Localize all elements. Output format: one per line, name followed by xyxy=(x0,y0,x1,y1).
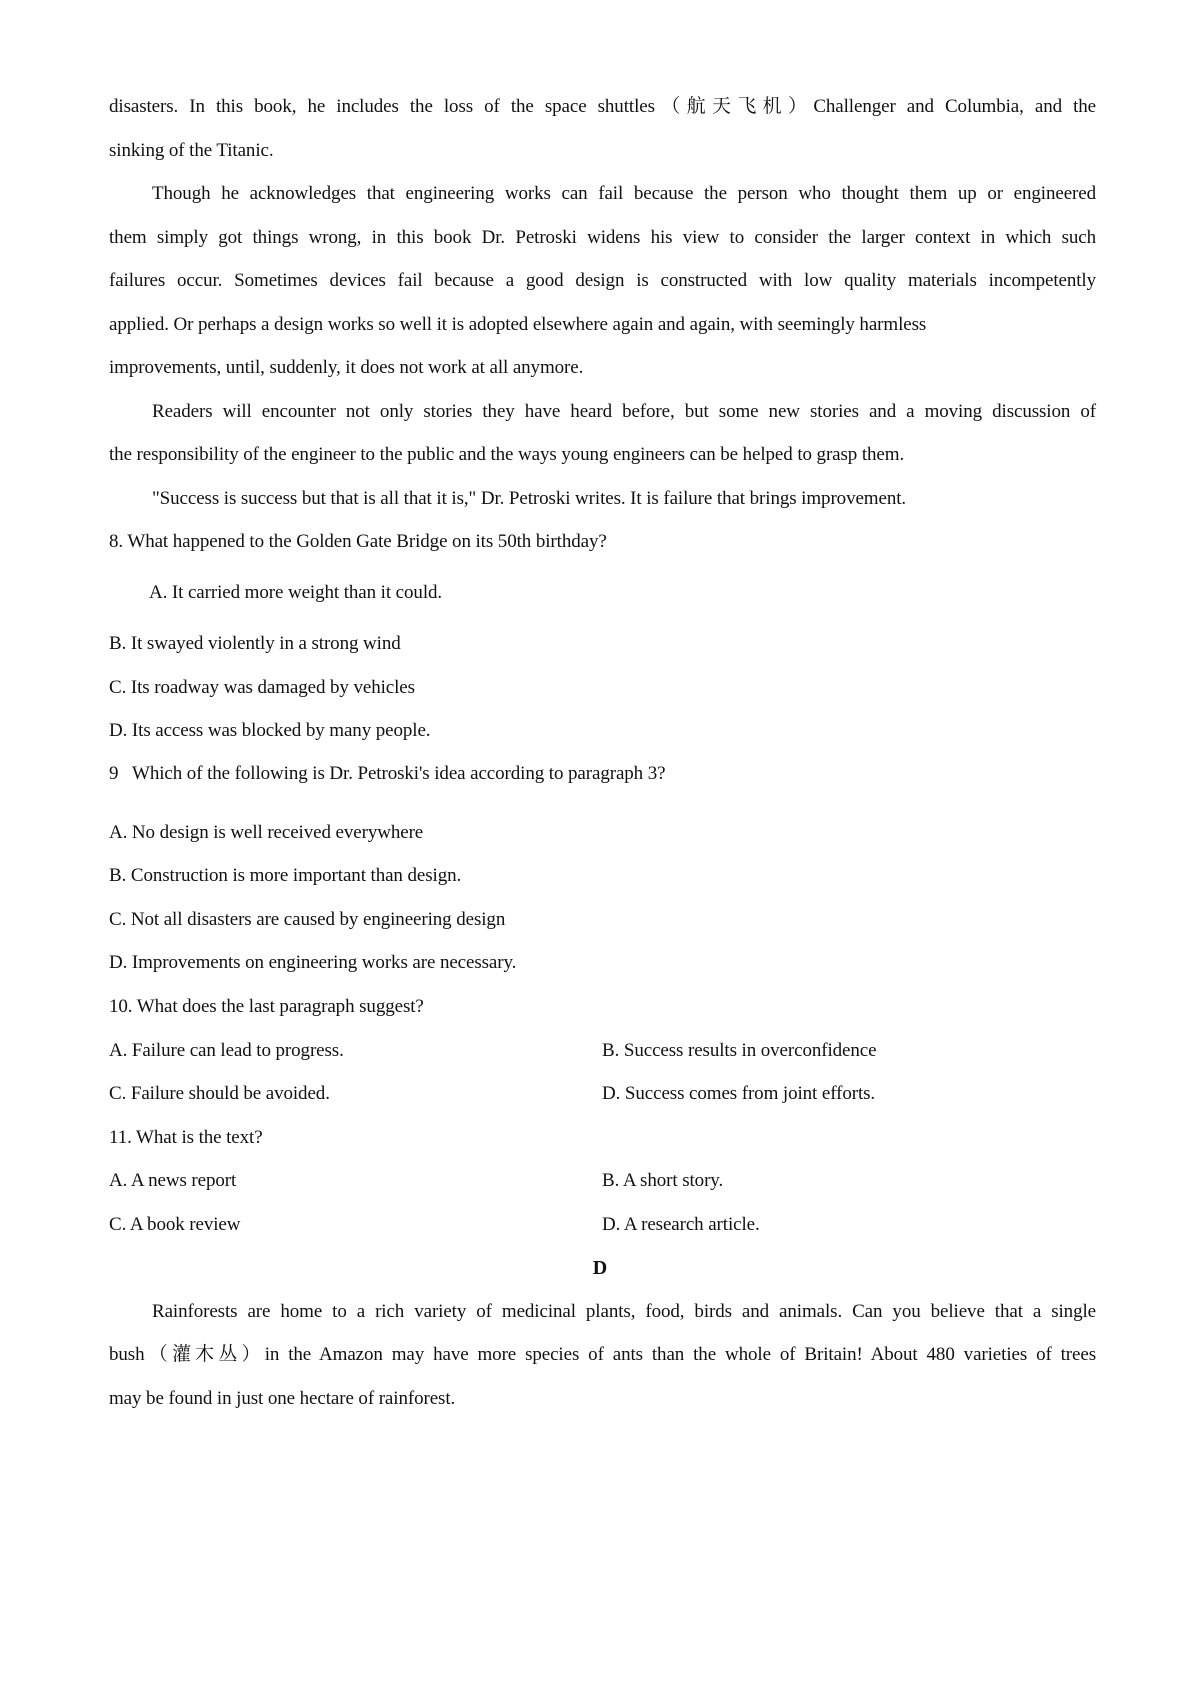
option-a: A. No design is well received everywhere xyxy=(109,822,424,843)
text-line: bush（灌木丛）in the Amazon may have more species of ants than the whole of Britain! About 480 varieties of trees xyxy=(109,1344,1096,1365)
text-line: Rainforests are home to a rich variety of medicinal plants, food, birds and animals. Can you believe that a single xyxy=(152,1301,1096,1322)
text-line: applied. Or perhaps a design works so well it is adopted elsewhere again and again, with seemingly harmless xyxy=(109,314,927,335)
option-c: C. Failure should be avoided. xyxy=(109,1083,330,1104)
option-a: A. A news report xyxy=(109,1170,237,1191)
option-c: C. Not all disasters are caused by engineering design xyxy=(109,909,506,930)
option-b: B. Success results in overconfidence xyxy=(602,1040,877,1061)
option-d: D. Improvements on engineering works are necessary. xyxy=(109,952,517,973)
option-a: A. It carried more weight than it could. xyxy=(149,582,443,603)
question-stem: 8. What happened to the Golden Gate Bridge on its 50th birthday? xyxy=(109,531,607,552)
option-c: C. Its roadway was damaged by vehicles xyxy=(109,677,415,698)
option-b: B. Construction is more important than design. xyxy=(109,865,462,886)
passage-d-heading: D xyxy=(592,1257,608,1279)
text-line: may be found in just one hectare of rainforest. xyxy=(109,1388,456,1409)
text-line: sinking of the Titanic. xyxy=(109,140,274,161)
text-line: them simply got things wrong, in this book Dr. Petroski widens his view to consider the larger context in which such xyxy=(109,227,1096,248)
question-stem: 9 Which of the following is Dr. Petroski's idea according to paragraph 3? xyxy=(109,763,666,784)
question-stem: 10. What does the last paragraph suggest? xyxy=(109,996,424,1017)
option-a: A. Failure can lead to progress. xyxy=(109,1040,344,1061)
question-stem: 11. What is the text? xyxy=(109,1127,263,1148)
text-line: the responsibility of the engineer to the public and the ways young engineers can be helped to grasp them. xyxy=(109,444,905,465)
text-line: "Success is success but that is all that it is," Dr. Petroski writes. It is failure that brings improvement. xyxy=(152,488,907,509)
text-line: failures occur. Sometimes devices fail because a good design is constructed with low quality materials incompetently xyxy=(109,270,1096,291)
option-c: C. A book review xyxy=(109,1214,241,1235)
option-b: B. It swayed violently in a strong wind xyxy=(109,633,401,654)
text-line: Though he acknowledges that engineering works can fail because the person who thought them up or engineered xyxy=(152,183,1096,204)
option-d: D. Success comes from joint efforts. xyxy=(602,1083,876,1104)
option-b: B. A short story. xyxy=(602,1170,724,1191)
text-line: Readers will encounter not only stories they have heard before, but some new stories and a moving discussion of xyxy=(152,401,1096,422)
text-line: improvements, until, suddenly, it does not work at all anymore. xyxy=(109,357,584,378)
option-d: D. A research article. xyxy=(602,1214,760,1235)
text-line: disasters. In this book, he includes the loss of the space shuttles（航天飞机）Challenger and Columbia, and the xyxy=(109,96,1096,117)
option-d: D. Its access was blocked by many people. xyxy=(109,720,431,741)
